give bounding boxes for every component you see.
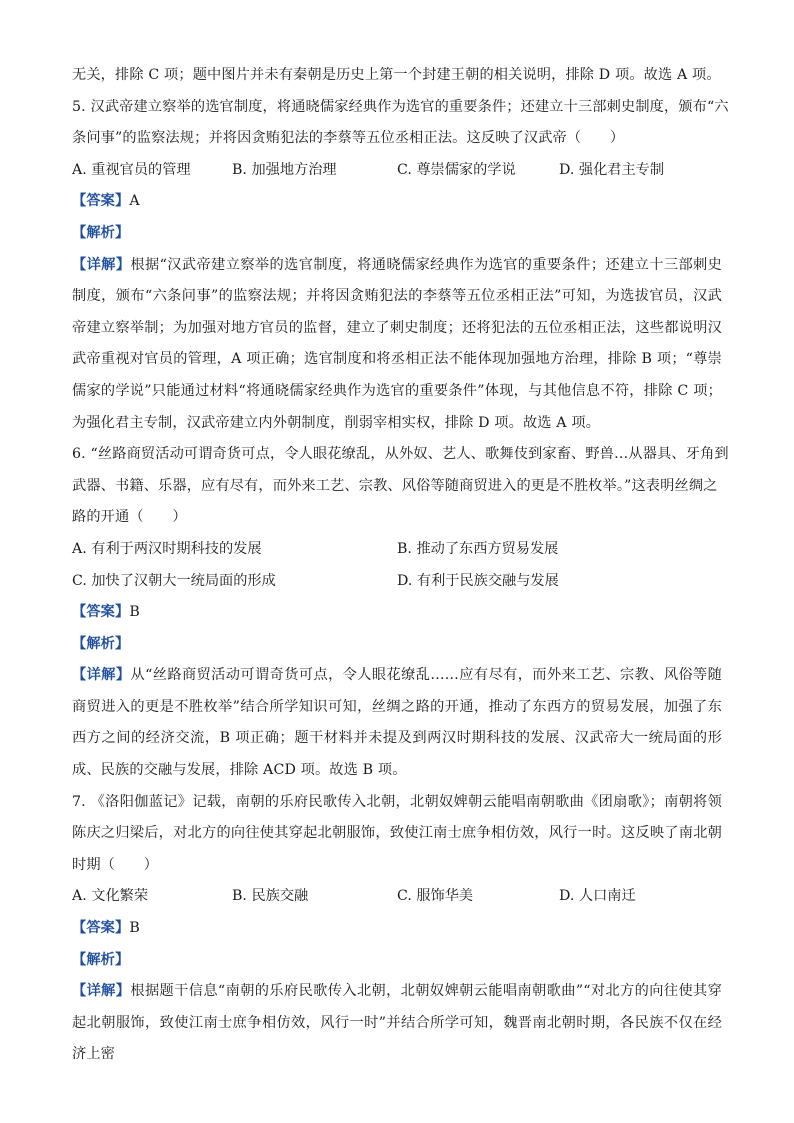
- q6-detail-text: 从“丝路商贸活动可谓奇货可点，令人眼花缭乱……应有尽有，而外来工艺、宗教、风俗等随商贸进入的更是不胜枚举”结合所学知识可知，丝绸之路的开通，推动了东西方的贸易发展，加强了东西方之间的经济交流，B 项正确；题干材料并未提及到两汉时期科技的发展、汉武帝大一统局面的形成、民族的交融与发展，排除 ACD 项。故选 B 项。: [72, 667, 723, 779]
- q6-options-row-2: [72, 566, 722, 598]
- q5-stem-line-1: 5. 汉武帝建立察举的选官制度，将通晓儒家经典作为选官的重要条件；还建立十三部刺史制度，颁布“六: [72, 98, 729, 115]
- q7-options: [72, 881, 722, 913]
- q5-detail: [72, 250, 722, 440]
- q6-options-row-1: [72, 534, 722, 566]
- q6-stem-line-1: 6. “丝路商贸活动可谓奇货可点，令人眼花缭乱，从外奴、艺人、歌舞伎到家畜、野兽…从器具、牙角到: [72, 446, 729, 463]
- q6-option-b: B. 推动了东西方贸易发展: [397, 540, 559, 557]
- q5-detail-text: 根据“汉武帝建立察举的选官制度，将通晓儒家经典作为选官的重要条件；还建立十三部刺史制度，颁布“六条问事”的监察法规；并将因贪贿犯法的李蔡等五位丞相正法”可知，为选拔官员，汉武帝建立察举制；为加强对地方官员的监督，建立了刺史制度；还将犯法的五位丞相正法，这些都说明汉武帝重视对官员的管理，A 项正确；选官制度和将丞相正法不能体现加强地方治理，排除 B 项；“尊崇儒家的学说”只能通过材料“将通晓儒家经典作为选官的重要条件”体现，与其他信息不符，排除 C 项；为强化君主专制，汉武帝建立内外朝制度，削弱宰相实权，排除 D 项。故选 A 项。: [72, 256, 722, 431]
- q5-option-d: D. 强化君主专制: [559, 161, 665, 178]
- q6-stem-line-2: 武器、书籍、乐器，应有尽有，而外来工艺、宗教、风俗等随商贸进入的更是不胜枚举。”这表明丝绸之: [72, 477, 718, 494]
- q6-stem-line-3: 路的开通（ ）: [72, 509, 187, 526]
- answer-tag: 【答案】: [72, 604, 130, 621]
- q5-option-b: B. 加强地方治理: [232, 161, 337, 178]
- q7-stem: 7. 《洛阳伽蓝记》记载，南朝的乐府民歌传入北朝，北朝奴婢朝云能唱南朝歌曲《团扇歌》；南朝将领陈庆之归梁后，对北方的向往使其穿起北朝服饰，致使江南士庶争相仿效，风行一时。这反映了南北朝时期（ ）: [72, 793, 722, 873]
- detail-tag: 【详解】: [72, 983, 131, 1000]
- q7-option-c: C. 服饰华美: [397, 888, 474, 905]
- q7-detail: [72, 976, 722, 1071]
- q6-analysis: [72, 629, 722, 661]
- q7-analysis: [72, 945, 722, 977]
- analysis-tag: 【解析】: [72, 635, 130, 652]
- q5-answer-value: A: [129, 193, 140, 210]
- q6-option-a: A. 有利于两汉时期科技的发展: [72, 540, 262, 557]
- q7-option-b: B. 民族交融: [232, 888, 309, 905]
- q5-option-c: C. 尊崇儒家的学说: [397, 161, 516, 178]
- q7-option-d: D. 人口南迁: [559, 888, 636, 905]
- analysis-tag: 【解析】: [72, 224, 130, 241]
- q5-analysis: [72, 218, 722, 250]
- document-page: [72, 60, 729, 1071]
- q6-option-d: D. 有利于民族交融与发展: [397, 572, 559, 589]
- detail-tag: 【详解】: [72, 667, 131, 684]
- q5-stem-line-2: 条问事”的监察法规；并将因贪贿犯法的李蔡等五位丞相正法。这反映了汉武帝（ ）: [72, 130, 625, 147]
- q6-option-c: C. 加快了汉朝大一统局面的形成: [72, 572, 276, 589]
- q6-answer: [72, 597, 722, 629]
- answer-tag: 【答案】: [72, 193, 130, 210]
- answer-tag: 【答案】: [72, 920, 130, 937]
- q6-answer-value: B: [129, 604, 140, 621]
- q7-answer-value: B: [129, 920, 140, 937]
- q7-option-a: A. 文化繁荣: [72, 888, 149, 905]
- analysis-tag: 【解析】: [72, 951, 130, 968]
- q4-explanation-tail: 无关，排除 C 项；题中图片并未有秦朝是历史上第一个封建王朝的相关说明，排除 D 项。故选 A 项。: [72, 67, 721, 83]
- q7-answer: [72, 913, 722, 945]
- q7-detail-text: 根据题干信息“南朝的乐府民歌传入北朝，北朝奴婢朝云能唱南朝歌曲”“对北方的向往使其穿起北朝服饰，致使江南士庶争相仿效，风行一时”并结合所学可知，魏晋南北朝时期，各民族不仅在经济上密: [72, 983, 722, 1063]
- detail-tag: 【详解】: [72, 256, 131, 273]
- q5-answer: [72, 186, 722, 218]
- q6-detail: [72, 660, 722, 786]
- q5-option-a: A. 重视官员的管理: [72, 161, 191, 178]
- q5-options: [72, 155, 722, 187]
